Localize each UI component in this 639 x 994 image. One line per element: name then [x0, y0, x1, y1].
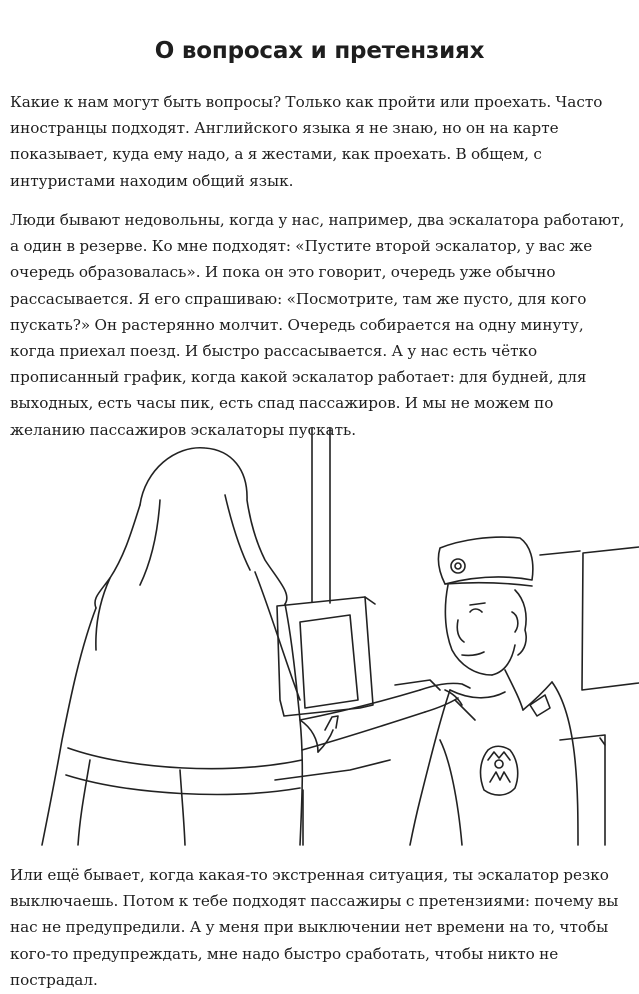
- article-heading: О вопросах и претензиях: [154, 38, 485, 64]
- paragraph-escalator-complaints: Люди бывают недовольны, когда у нас, например, два эскалатора работают, а один в резерве. Ко мне подходят: «Пустите второй эскалатор, у вас же очередь образовалась». И пока он это говорит, очередь уже обычно рассасывается. Я его спрашиваю: «Посмотрите, там же пусто, для кого пускать?» Он растерянно молчит. Очередь собирается на одну минуту, когда приехал поезд. И быстро рассасывается. А у нас есть чётко прописанный график, когда какой эскалатор работает: для будней, для выходных, есть часы пик, есть спад пассажиров. И мы не можем по желанию пассажиров эскалаторы пускать.: [10, 211, 625, 439]
- monitor: [277, 597, 375, 716]
- metro-attendant: [410, 537, 578, 845]
- metro-attendant-illustration: [0, 420, 639, 852]
- passenger-woman: [42, 448, 470, 845]
- paragraph-emergency-stop: Или ещё бывает, когда какая-то экстренная ситуация, ты эскалатор резко выключаешь. Потом к тебе подходят пассажиры с претензиями: почему вы нас не предупредили. А у меня при выключении нет времени на то, чтобы кого-то предупреждать, мне надо быстро сработать, чтобы никто не пострадал.: [10, 866, 619, 989]
- wall-sign: [540, 547, 639, 690]
- booth-posts: [303, 428, 330, 845]
- paragraph-questions: Какие к нам могут быть вопросы? Только как пройти или проехать. Часто иностранцы подходят. Английского языка я не знаю, но он на карте показывает, куда ему надо, а я жестами, как проехать. В общем, с интуристами находим общий язык.: [10, 93, 603, 190]
